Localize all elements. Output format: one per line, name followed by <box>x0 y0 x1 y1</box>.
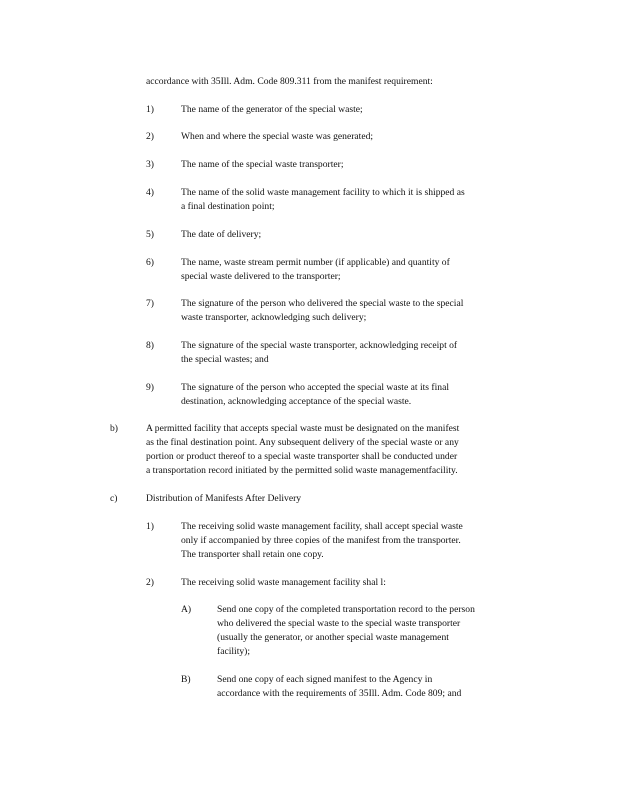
list-item-number: 3) <box>146 159 154 170</box>
paragraph-line: A permitted facility that accepts special waste must be designated on the manifest <box>146 423 460 434</box>
list-item-text: The date of delivery; <box>181 229 262 240</box>
paragraph-line: as the final destination point. Any subsequent delivery of the special waste or any <box>146 437 459 448</box>
section-heading: Distribution of Manifests After Delivery <box>146 493 302 504</box>
list-item-text: a final destination point; <box>181 201 275 212</box>
sub-item-text: Send one copy of each signed manifest to the Agency in <box>217 674 433 685</box>
list-item-text: The name of the special waste transporter; <box>181 159 344 170</box>
list-item-number: 1) <box>146 521 154 532</box>
sub-item-text: facility); <box>217 646 251 657</box>
list-item-number: 6) <box>146 257 154 268</box>
list-item-text: The name of the solid waste management facility to which it is shipped as <box>181 187 465 198</box>
list-item-text: destination, acknowledging acceptance of the special waste. <box>181 396 412 407</box>
sub-item-text: accordance with the requirements of 35Ill. Adm. Code 809; and <box>217 688 462 699</box>
intro-line: accordance with 35Ill. Adm. Code 809.311 from the manifest requirement: <box>146 76 433 87</box>
list-item-number: 2) <box>146 577 154 588</box>
list-item-text: When and where the special waste was generated; <box>181 131 374 142</box>
sub-item-text: Send one copy of the completed transportation record to the person <box>217 604 475 615</box>
list-item-text: waste transporter, acknowledging such delivery; <box>181 312 367 323</box>
list-item-number: 9) <box>146 382 154 393</box>
sub-item-number: A) <box>181 604 192 615</box>
list-item-text: The name of the generator of the special waste; <box>181 104 363 115</box>
list-item-number: 5) <box>146 229 154 240</box>
list-item-number: 4) <box>146 187 154 198</box>
list-item-number: 1) <box>146 104 154 115</box>
list-item-number: 7) <box>146 298 154 309</box>
list-item-text: The receiving solid waste management facility shal l: <box>181 577 386 588</box>
list-item-text: The signature of the person who delivered the special waste to the special <box>181 298 464 309</box>
section-label: c) <box>110 493 118 504</box>
list-item-number: 8) <box>146 340 154 351</box>
list-item-text: special waste delivered to the transporter; <box>181 271 341 282</box>
list-item-text: The signature of the special waste transporter, acknowledging receipt of <box>181 340 458 351</box>
sub-item-text: (usually the generator, or another special waste management <box>217 632 449 643</box>
list-item-text: the special wastes; and <box>181 354 269 365</box>
list-item-text: The receiving solid waste management facility, shall accept special waste <box>181 521 463 532</box>
list-item-text: The name, waste stream permit number (if applicable) and quantity of <box>181 257 450 268</box>
list-item-text: The transporter shall retain one copy. <box>181 549 324 560</box>
paragraph-line: portion or product thereof to a special waste transporter shall be conducted under <box>146 451 458 462</box>
list-item-text: The signature of the person who accepted the special waste at its final <box>181 382 449 393</box>
sub-item-text: who delivered the special waste to the special waste transporter <box>217 618 461 629</box>
sub-item-number: B) <box>181 674 191 685</box>
list-item-text: only if accompanied by three copies of the manifest from the transporter. <box>181 535 461 546</box>
list-item-number: 2) <box>146 131 154 142</box>
paragraph-line: a transportation record initiated by the permitted solid waste managementfacility. <box>146 465 458 476</box>
section-label: b) <box>110 423 118 434</box>
